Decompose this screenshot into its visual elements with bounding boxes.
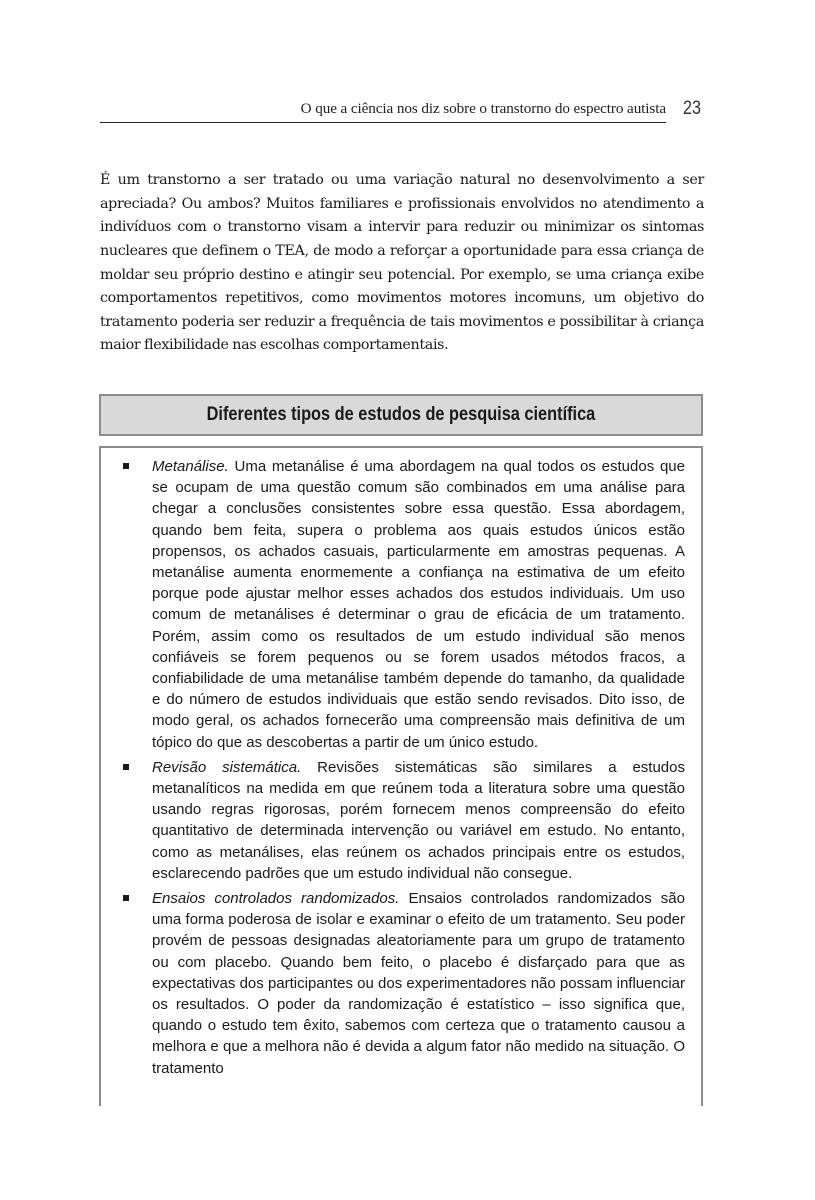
list-item-ensaios-controlados [101, 888, 701, 1079]
page-number: 23 [683, 98, 701, 119]
item-text: Ensaios controlados randomizados são uma forma poderosa de isolar e examinar o efeito de um tratamento. Seu poder provém de pessoas designadas aleatoriamente para um grupo de tratamento ou com placebo. Quando bem feito, o placebo é disfarçado para que as expectativas dos participantes ou dos experimentadores não possam influenciar os resultados. O poder da randomização é estatístico – isso significa que, quando o estudo tem êxito, sabemos com certeza que o tratamento causou a melhora e que a melhora não é devida a algum fator não medido na situação. O tratamento [152, 890, 685, 1077]
item-text: Uma metanálise é uma abordagem na qual todos os estudos que se ocupam de uma questão comum são combinados em uma análise para chegar a conclusões consistentes sobre essa questão. Essa abordagem, quando bem feita, supera o problema aos quais estudos únicos estão propensos, os achados casuais, particularmente em amostras pequenas. A metanálise aumenta enormemente a confiança na estimativa de um efeito porque pode ajustar melhor esses achados dos estudos individuais. Um uso comum de metanálises é determinar o grau de eficácia de um tratamento. Porém, assim como os resultados de um estudo individual são menos confiáveis se forem pequenos ou se forem usados métodos fracos, a confiabilidade de uma metanálise também depende do tamanho, da qualidade e do número de estudos individuais que estão sendo revisados. Dito isso, de modo geral, os achados fornecerão uma compreensão mais definitiva de um tópico do que as descobertas a partir de um único estudo. [152, 458, 685, 751]
running-head-title: O que a ciência nos diz sobre o transtorno do espectro autista [300, 100, 666, 117]
info-box-body [99, 446, 703, 1106]
study-types-list [101, 456, 701, 1083]
info-box-title: Diferentes tipos de estudos de pesquisa científica [206, 404, 596, 425]
square-bullet-icon [123, 895, 129, 901]
info-box-title-bar [99, 394, 703, 436]
square-bullet-icon [123, 764, 129, 770]
body-paragraph: É um transtorno a ser tratado ou uma variação natural no desenvolvimento a ser apreciada? Ou ambos? Muitos familiares e profissionais envolvidos no atendimento a indivíduos com o transtorno visam a intervir para reduzir ou minimizar os sintomas nucleares que definem o TEA, de modo a reforçar a oportunidade para essa criança de moldar seu próprio destino e atingir seu potencial. Por exemplo, se uma criança exibe comportamentos repetitivos, como movimentos motores incomuns, um objetivo do tratamento poderia ser reduzir a frequência de tais movimentos e possibilitar à criança maior flexibilidade nas escolhas comportamentais. [100, 172, 704, 354]
running-head [100, 96, 666, 123]
item-term: Revisão sistemática. [152, 758, 302, 776]
item-term: Ensaios controlados randomizados. [152, 890, 400, 908]
item-text: Revisões sistemáticas são similares a estudos metanalíticos na medida em que reúnem toda a literatura sobre uma questão usando regras rigorosas, porém fornecem menos compreensão do efeito quantitativo de determinada intervenção ou variável em estudo. No entanto, como as metanálises, elas reúnem os achados principais entre os estudos, esclarecendo padrões que um estudo individual não consegue. [152, 758, 685, 882]
list-item-revisao-sistematica [101, 757, 701, 884]
list-item-metanalise [101, 456, 701, 753]
square-bullet-icon [123, 463, 129, 469]
item-term: Metanálise. [152, 458, 229, 475]
